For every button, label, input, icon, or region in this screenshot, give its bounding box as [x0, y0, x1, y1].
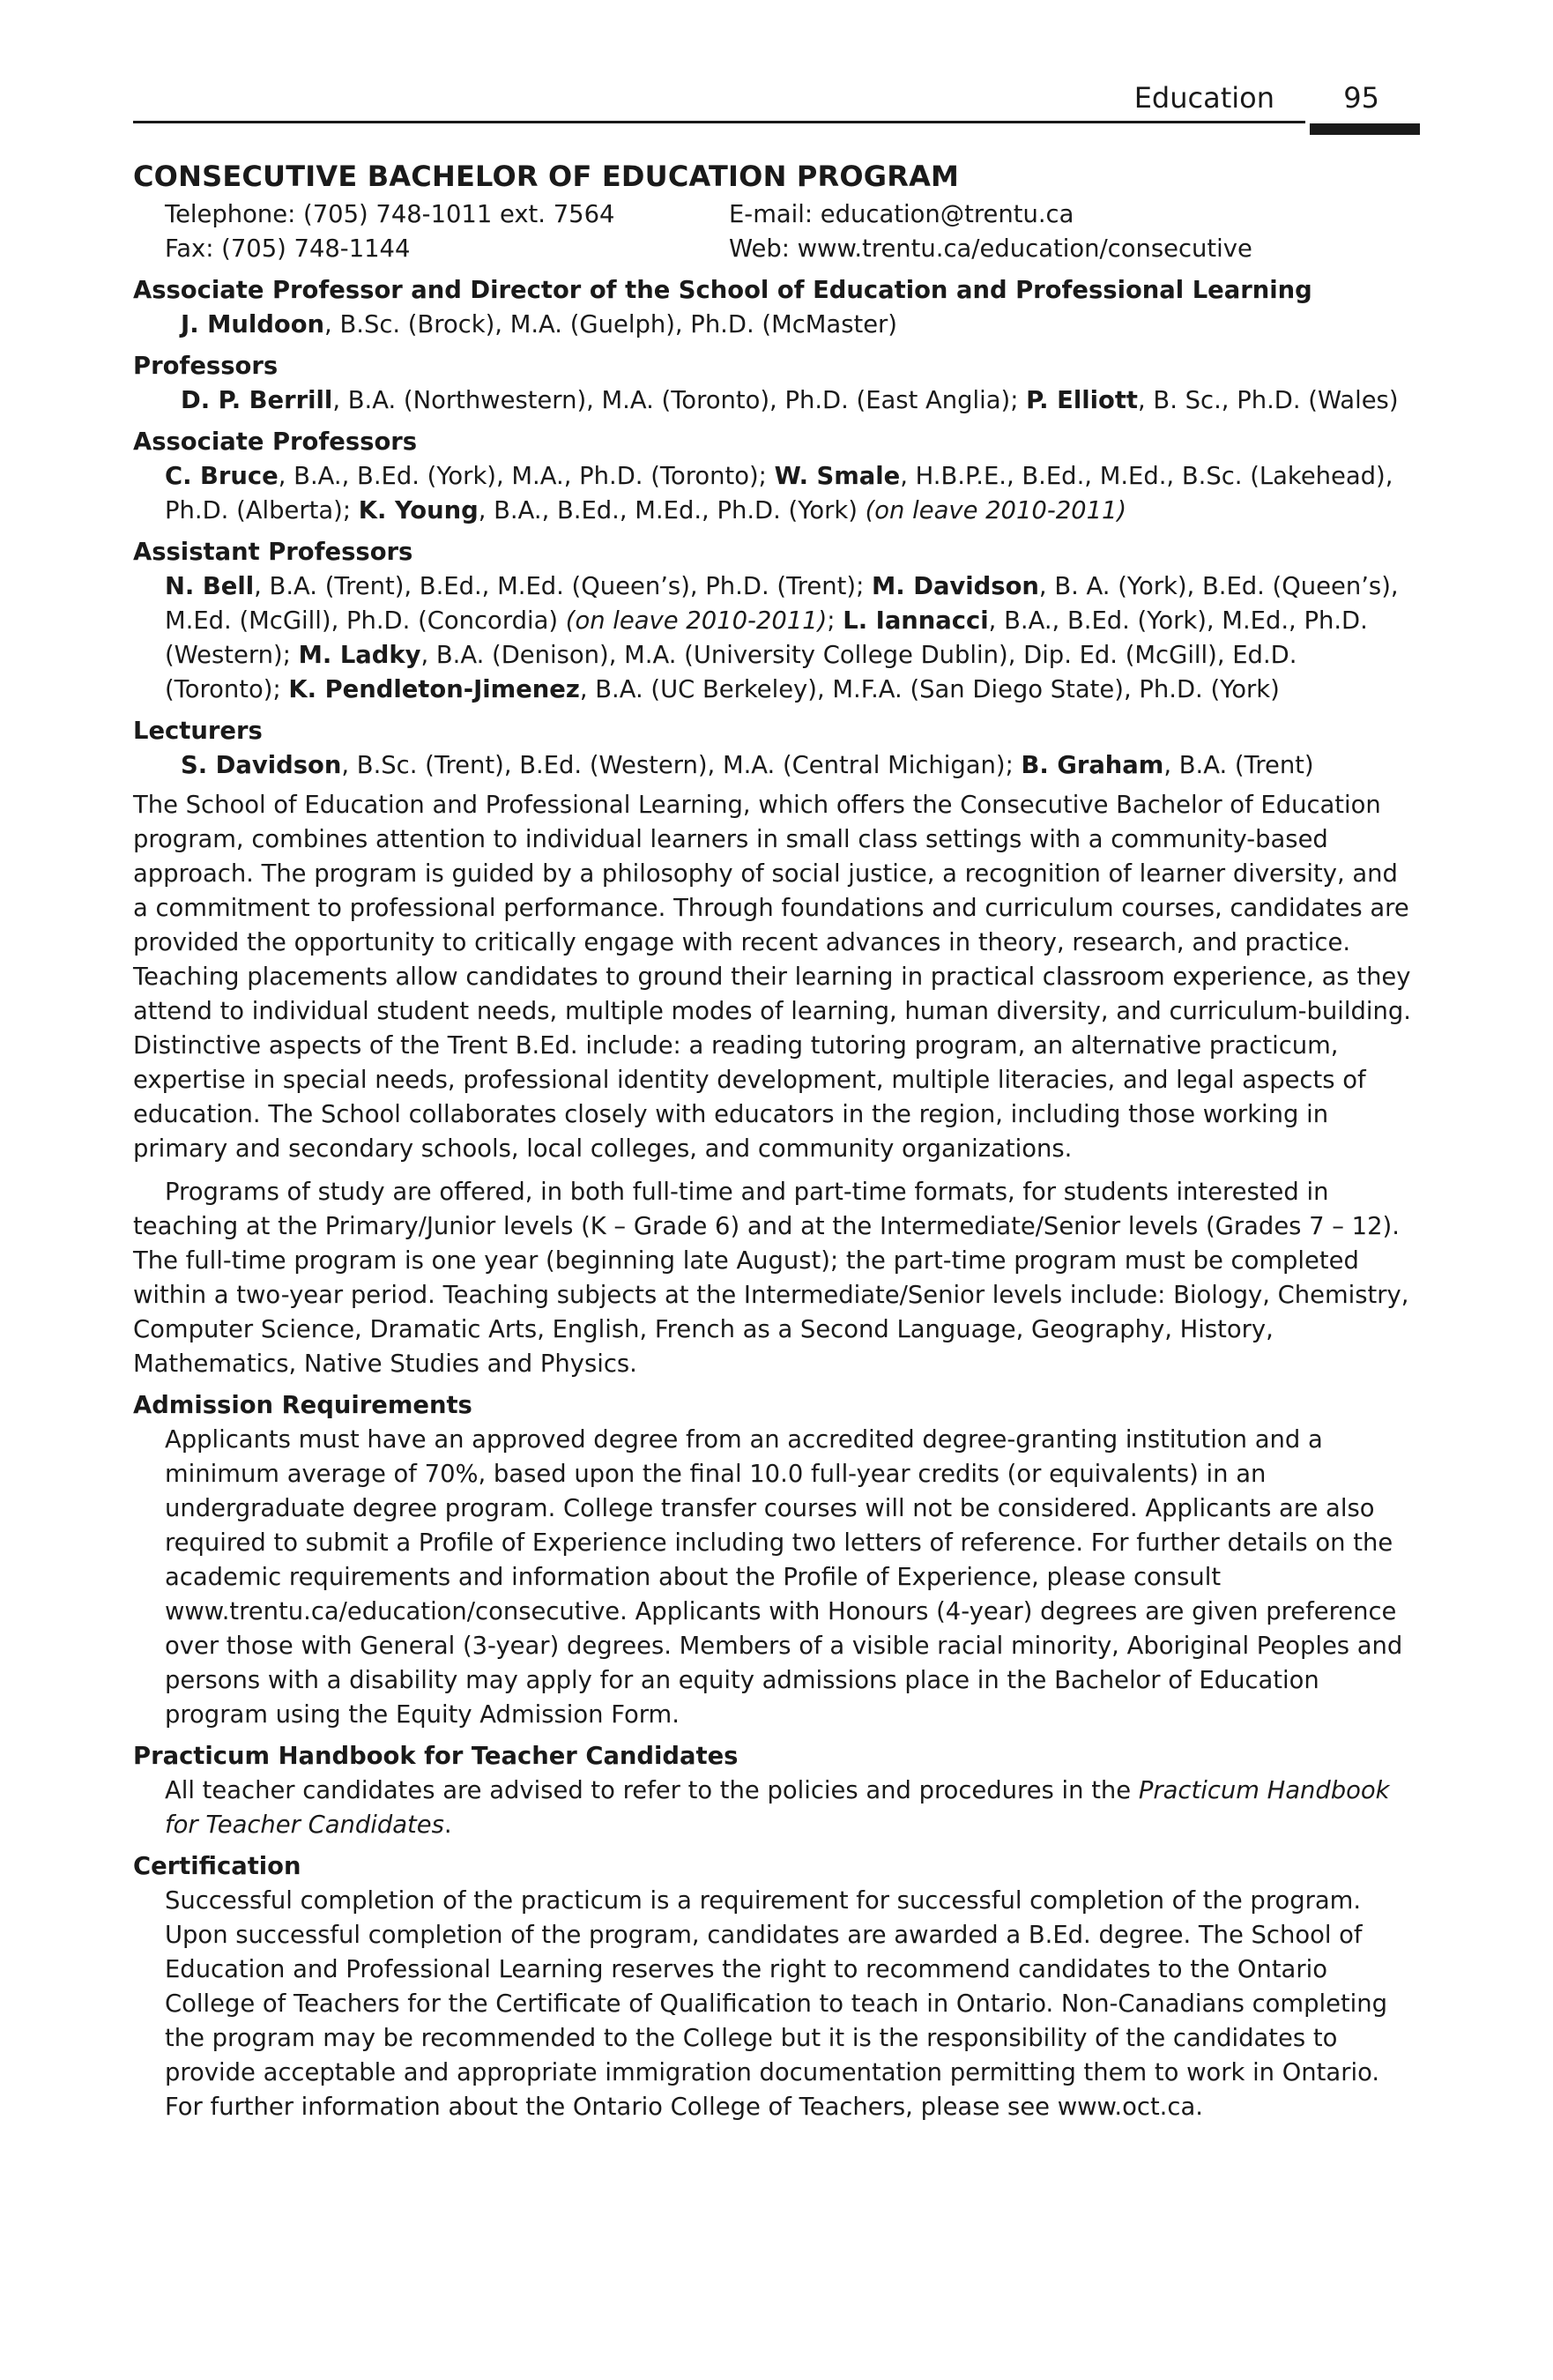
lecturers-heading: Lecturers	[133, 718, 263, 745]
practicum-text: All teacher candidates are advised to refer to the policies and procedures in the	[165, 1777, 1139, 1804]
page-number: 95	[1343, 81, 1379, 115]
director-entry	[181, 308, 1420, 342]
practicum-heading: Practicum Handbook for Teacher Candidates	[133, 1743, 739, 1770]
professors-list	[165, 383, 1420, 418]
faculty-degrees: , B.A. (Trent)	[1163, 752, 1314, 779]
leave-note: (on leave 2010-2011)	[565, 607, 828, 635]
header-tab-block	[1310, 123, 1420, 135]
program-title: CONSECUTIVE BACHELOR OF EDUCATION PROGRAM	[133, 160, 960, 193]
telephone: Telephone: (705) 748-1011 ext. 7564	[165, 201, 615, 228]
header-rule	[133, 121, 1305, 123]
faculty-degrees: , H.B.P.E., B.Ed., M.Ed., B.Sc. (Lakehead), Ph.D. (Alberta);	[165, 463, 1393, 524]
fax: Fax: (705) 748-1144	[165, 235, 411, 263]
director-name: J. Muldoon	[181, 311, 325, 338]
faculty-name: B. Graham	[1021, 752, 1164, 779]
faculty-name: S. Davidson	[181, 752, 342, 779]
faculty-name: L. Iannacci	[843, 607, 989, 635]
director-degrees: , B.Sc. (Brock), M.A. (Guelph), Ph.D. (McMaster)	[324, 311, 897, 338]
director-heading: Associate Professor and Director of the School of Education and Professional Learning	[133, 277, 1312, 304]
faculty-name: K. Young	[358, 497, 479, 524]
faculty-degrees: , B. Sc., Ph.D. (Wales)	[1138, 387, 1399, 414]
associate-professors-list	[165, 459, 1420, 528]
faculty-name: M. Ladky	[298, 642, 421, 669]
admission-heading: Admission Requirements	[133, 1392, 472, 1419]
assistant-professors-heading: Assistant Professors	[133, 539, 413, 566]
faculty-degrees: , B.A. (UC Berkeley), M.F.A. (San Diego State), Ph.D. (York)	[579, 676, 1280, 703]
faculty-degrees: , B. A. (York), B.Ed. (Queen’s), M.Ed. (McGill), Ph.D. (Concordia)	[165, 573, 1399, 635]
assistant-professors-list	[165, 569, 1420, 707]
faculty-degrees: , B.Sc. (Trent), B.Ed. (Western), M.A. (Central Michigan);	[341, 752, 1022, 779]
intro-paragraph: The School of Education and Professional Learning, which offers the Consecutive Bachelor of Education program, combines attention to individual learners in small class settings with a community-based approach. The program is guided by a philosophy of social justice, a recognition of learner diversity, and a commitment to professional performance. Through foundations and curriculum courses, candidates are provided the opportunity to critically engage with recent advances in theory, research, and practice. Teaching placements allow candidates to ground their learning in practical classroom experience, as they attend to individual student needs, multiple modes of learning, human diversity, and curriculum-building. Distinctive aspects of the Trent B.Ed. include: a reading tutoring program, an alternative practicum, expertise in special needs, professional identity development, multiple literacies, and legal aspects of education. The School collaborates closely with educators in the region, including those working in primary and secondary schools, local colleges, and community organizations.	[133, 792, 1411, 1163]
practicum-handbook-title: Practicum Handbook for Teacher Candidates	[165, 1777, 1390, 1839]
web-address: Web: www.trentu.ca/education/consecutive	[729, 235, 1252, 263]
faculty-name: P. Elliott	[1026, 387, 1139, 414]
running-header	[133, 81, 1420, 125]
leave-note: (on leave 2010-2011)	[865, 497, 1127, 524]
faculty-name: M. Davidson	[872, 573, 1039, 600]
faculty-degrees: , B.A., B.Ed., M.Ed., Ph.D. (York)	[478, 497, 866, 524]
certification-paragraph: Successful completion of the practicum is a requirement for successful completion of the program. Upon successful completion of the program, candidates are awarded a B.Ed. degree. The School of Education and Professional Learning reserves the right to recommend candidates to the Ontario College of Teachers for the Certificate of Qualification to teach in Ontario. Non-Canadians completing the program may be recommended to the College but it is the responsibility of the candidates to provide acceptable and appropriate immigration documentation permitting them to work in Ontario. For further information about the Ontario College of Teachers, please see www.oct.ca.	[165, 1887, 1388, 2121]
faculty-degrees: , B.A., B.Ed. (York), M.A., Ph.D. (Toronto);	[278, 463, 775, 490]
faculty-degrees: , B.A. (Trent), B.Ed., M.Ed. (Queen’s), Ph.D. (Trent);	[254, 573, 873, 600]
faculty-degrees: , B.A. (Northwestern), M.A. (Toronto), Ph.D. (East Anglia);	[332, 387, 1027, 414]
programs-paragraph: Programs of study are offered, in both full-time and part-time formats, for students interested in teaching at the Primary/Junior levels (K – Grade 6) and at the Intermediate/Senior levels (Grades 7 – 12). The full-time program is one year (beginning late August); the part-time program must be completed within a two-year period. Teaching subjects at the Intermediate/Senior levels include: Biology, Chemistry, Computer Science, Dramatic Arts, English, French as a Second Language, Geography, History, Mathematics, Native Studies and Physics.	[133, 1179, 1409, 1378]
contact-info	[165, 197, 1420, 266]
faculty-degrees: , B.A. (Denison), M.A. (University College Dublin), Dip. Ed. (McGill), Ed.D. (Toronto);	[165, 642, 1297, 703]
faculty-name: W. Smale	[774, 463, 901, 490]
faculty-name: N. Bell	[165, 573, 255, 600]
certification-heading: Certification	[133, 1853, 301, 1880]
associate-professors-heading: Associate Professors	[133, 428, 418, 456]
practicum-end: .	[443, 1811, 452, 1839]
admission-paragraph: Applicants must have an approved degree from an accredited degree-granting institution and a minimum average of 70%, based upon the final 10.0 full-year credits (or equivalents) in an undergraduate degree program. College transfer courses will not be considered. Applicants are also required to submit a Profile of Experience including two letters of reference. For further details on the academic requirements and information about the Profile of Experience, please consult www.trentu.ca/education/consecutive. Applicants with Honours (4-year) degrees are given preference over those with General (3-year) degrees. Members of a visible racial minority, Aboriginal Peoples and persons with a disability may apply for an equity admissions place in the Bachelor of Education program using the Equity Admission Form.	[165, 1426, 1403, 1729]
faculty-name: C. Bruce	[165, 463, 279, 490]
faculty-name: D. P. Berrill	[181, 387, 333, 414]
separator: ;	[827, 607, 843, 635]
faculty-name: K. Pendleton-Jimenez	[288, 676, 580, 703]
running-header-section: Education	[1133, 81, 1274, 115]
main-content	[133, 157, 1420, 2124]
lecturers-list	[181, 748, 1420, 783]
email: E-mail: education@trentu.ca	[729, 201, 1074, 228]
faculty-degrees: , B.A., B.Ed. (York), M.Ed., Ph.D. (Western);	[165, 607, 1368, 669]
practicum-paragraph	[165, 1774, 1420, 1842]
professors-heading: Professors	[133, 353, 279, 380]
